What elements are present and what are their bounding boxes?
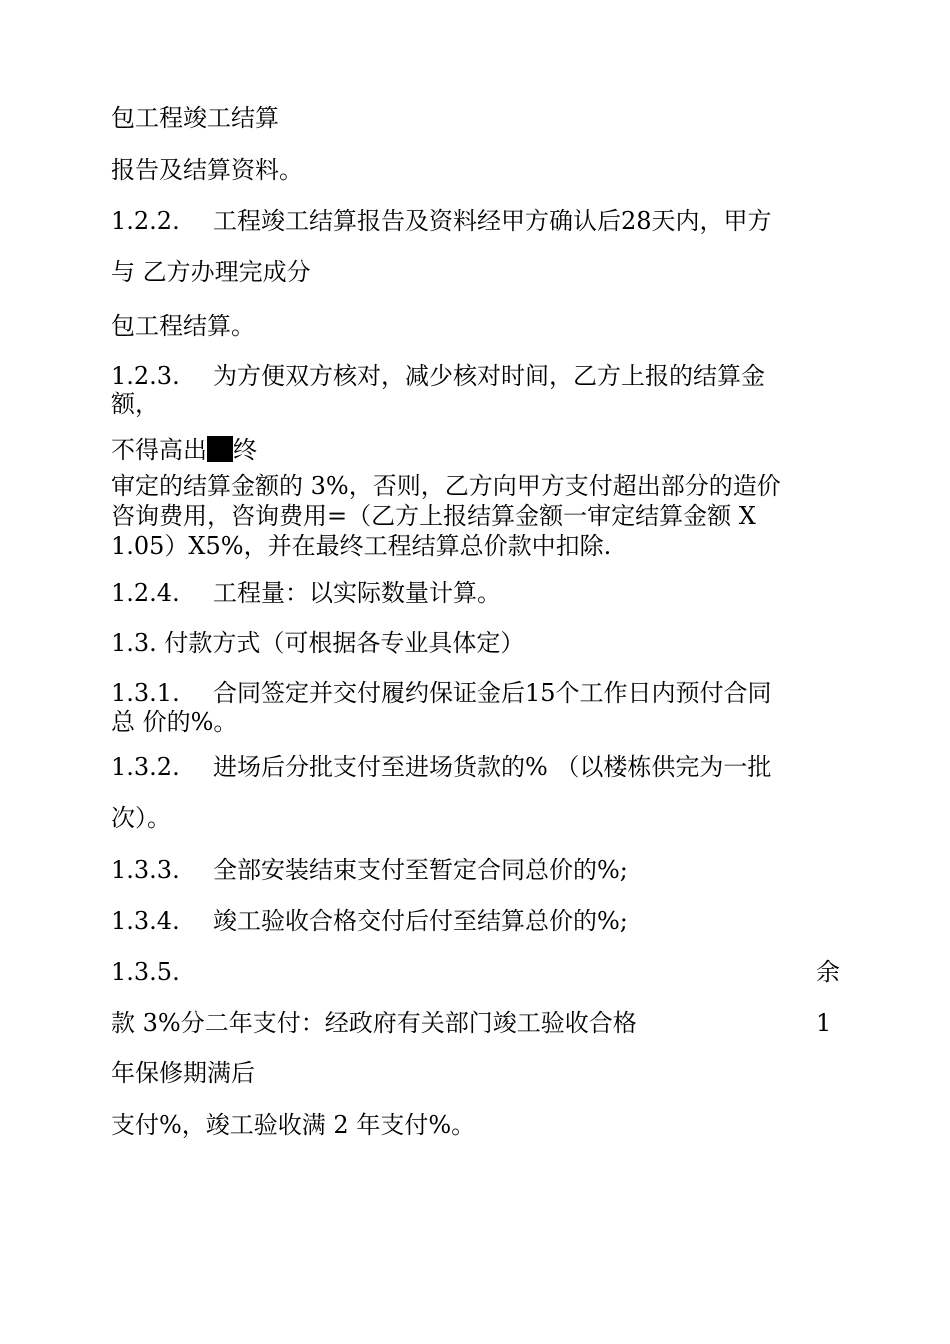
clause-text: 竣工验收合格交付后付至结算总价的%; <box>213 907 628 935</box>
clause-1-2-3 <box>111 363 765 389</box>
clause-1-3-5 <box>111 959 180 985</box>
clause-text: 进场后分批支付至进场货款的% （以楼栋供完为一批 <box>213 753 772 781</box>
clause-number: 1.3.4. <box>111 907 180 935</box>
clause-1-3-1 <box>111 680 772 706</box>
redaction-block <box>207 436 233 462</box>
text-line: 年保修期满后 <box>111 1059 255 1087</box>
clause-text: 为方便双方核对，减少核对时间，乙方上报的结算金 <box>213 362 765 390</box>
clause-number: 1.2.4. <box>111 579 180 607</box>
clause-number: 1.3.3. <box>111 856 180 884</box>
clause-number: 1.2.2. <box>111 207 180 235</box>
text-line: 包工程竣工结算 <box>111 104 279 132</box>
clause-1-2-4 <box>111 580 501 606</box>
text-line: 包工程结算。 <box>111 312 255 340</box>
text-line: 总 价的%。 <box>111 708 238 736</box>
text-line: 款 3%分二年支付：经政府有关部门竣工验收合格 <box>111 1009 637 1037</box>
clause-number: 1.3.5. <box>111 958 180 986</box>
text-line: 1.05）X5%，并在最终工程结算总价款中扣除. <box>111 532 612 560</box>
text-line: 审定的结算金额的 3%，否则，乙方向甲方支付超出部分的造价 <box>111 472 781 500</box>
clause-text: 工程量：以实际数量计算。 <box>213 579 501 607</box>
clause-1-3-3 <box>111 857 628 883</box>
text-line: 报告及结算资料。 <box>111 156 303 184</box>
text-fragment: 1 <box>816 1009 832 1037</box>
clause-1-2-2 <box>111 208 772 234</box>
text-fragment: 终 <box>233 436 257 464</box>
text-line-with-redaction <box>111 436 257 463</box>
clause-text: 合同签定并交付履约保证金后15个工作日内预付合同 <box>213 679 772 707</box>
text-fragment: 不得高出 <box>111 436 207 464</box>
clause-number: 1.2.3. <box>111 362 180 390</box>
section-heading: 1.3. 付款方式（可根据各专业具体定） <box>111 629 525 657</box>
text-line: 与 乙方办理完成分 <box>111 258 311 286</box>
text-line: 次）。 <box>111 804 171 832</box>
clause-number: 1.3.1. <box>111 679 180 707</box>
clause-1-3-2 <box>111 754 771 780</box>
clause-text: 全部安装结束支付至暂定合同总价的%; <box>213 856 628 884</box>
clause-text: 工程竣工结算报告及资料经甲方确认后28天内，甲方 <box>213 207 772 235</box>
text-line: 支付%，竣工验收满 2 年支付%。 <box>111 1111 476 1139</box>
clause-number: 1.3.2. <box>111 753 180 781</box>
clause-1-3-4 <box>111 908 628 934</box>
text-line: 额， <box>111 390 159 418</box>
text-fragment: 余 <box>816 958 840 986</box>
text-line: 咨询费用，咨询费用=（乙方上报结算金额一审定结算金额 X <box>111 502 756 530</box>
